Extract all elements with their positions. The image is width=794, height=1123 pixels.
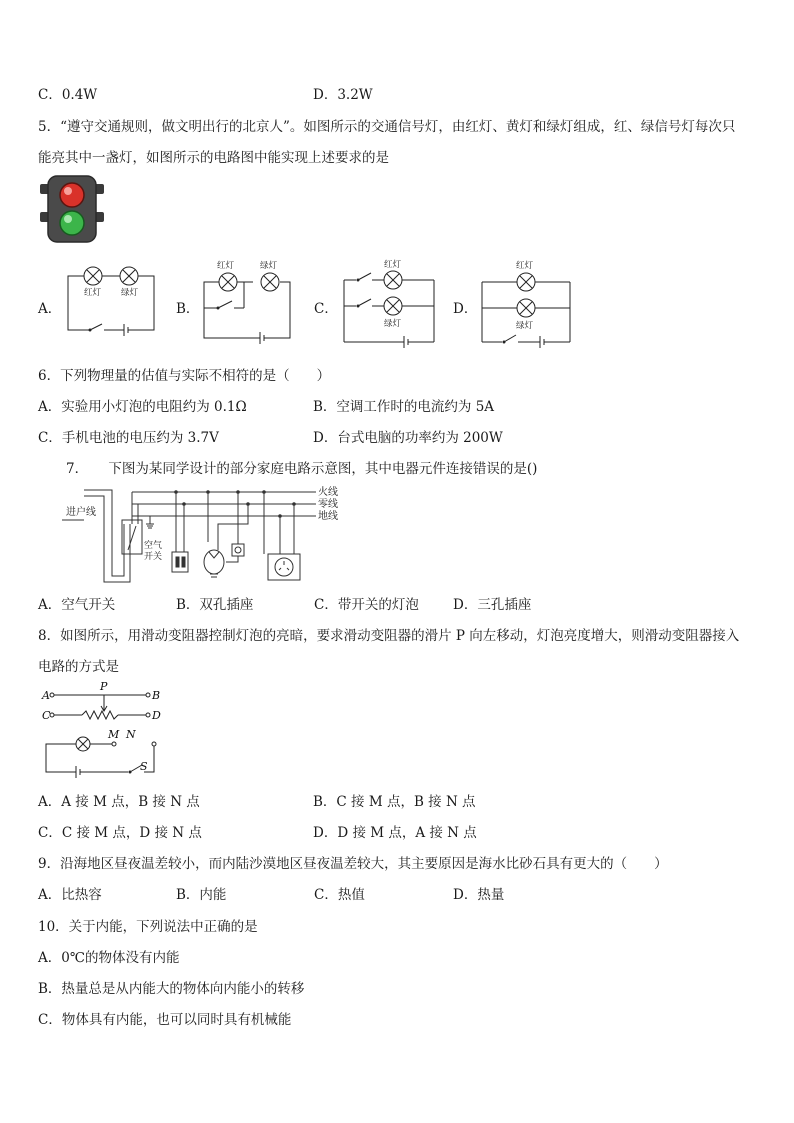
- diagram-live-label: 火线: [318, 487, 338, 498]
- circuit-a: [60, 262, 160, 334]
- rheostat-terminal-c: C: [42, 709, 51, 722]
- lamp-circuit-s: S: [140, 760, 148, 773]
- q7-option-b: B．双孔插座: [176, 597, 254, 613]
- lamp-circuit-m: M: [108, 728, 120, 741]
- rheostat-diagram: [40, 680, 170, 724]
- q8-option-d: D．D 接 M 点，A 接 N 点: [313, 825, 477, 841]
- rheostat-slider-p: P: [100, 680, 108, 693]
- q4-option-c: C．0.4W: [38, 87, 98, 103]
- rheostat-terminal-d: D: [152, 709, 161, 722]
- circuit-d: [476, 258, 576, 350]
- q8-option-b: B．C 接 M 点，B 接 N 点: [313, 794, 476, 810]
- q9-option-d: D．热量: [453, 887, 505, 903]
- q10-option-b: B．热量总是从内能大的物体向内能小的转移: [38, 981, 305, 997]
- circuit-b-green-label: 绿灯: [260, 261, 278, 271]
- q6-stem: 6．下列物理量的估值与实际不相符的是（ ）: [38, 368, 331, 384]
- q10-option-c: C．物体具有内能，也可以同时具有机械能: [38, 1012, 292, 1028]
- q10-stem: 10．关于内能，下列说法中正确的是: [38, 919, 258, 935]
- diagram-breaker-label-2: 开关: [144, 552, 163, 562]
- q5-option-b-letter: B．: [176, 301, 200, 317]
- circuit-b-red-label: 红灯: [217, 261, 235, 271]
- traffic-light-image: [40, 176, 104, 242]
- q9-stem: 9．沿海地区昼夜温差较小，而内陆沙漠地区昼夜温差较大，其主要原因是海水比砂石具有更大的（ ）: [38, 856, 668, 872]
- q8-stem-line1: 8．如图所示，用滑动变阻器控制灯泡的亮暗，要求滑动变阻器的滑片 P 向左移动，灯泡亮度增大，则滑动变阻器接入: [38, 628, 740, 644]
- q5-option-d-letter: D．: [453, 301, 478, 317]
- q7-option-a: A．空气开关: [38, 597, 116, 613]
- rheostat-terminal-a: A: [42, 689, 50, 702]
- lamp-circuit-diagram: [40, 728, 170, 780]
- diagram-incoming-label: 进户线: [66, 507, 96, 518]
- rheostat-terminal-b: B: [152, 689, 161, 702]
- q6-option-d: D．台式电脑的功率约为 200W: [313, 430, 503, 446]
- q8-stem-line2: 电路的方式是: [38, 659, 119, 675]
- circuit-a-red-label: 红灯: [84, 288, 102, 298]
- q5-option-c-letter: C．: [314, 301, 338, 317]
- circuit-d-green-label: 绿灯: [516, 321, 534, 331]
- q5-option-a-letter: A．: [38, 301, 62, 317]
- household-circuit-diagram: [62, 482, 352, 588]
- circuit-c-green-label: 绿灯: [384, 319, 402, 329]
- q7-option-d: D．三孔插座: [453, 597, 532, 613]
- diagram-breaker-label-1: 空气: [144, 541, 163, 551]
- q9-option-c: C．热值: [314, 887, 365, 903]
- circuit-d-red-label: 红灯: [516, 261, 534, 271]
- circuit-b: [196, 258, 296, 344]
- q6-option-a: A．实验用小灯泡的电阻约为 0.1Ω: [38, 399, 247, 415]
- q9-option-a: A．比热容: [38, 887, 102, 903]
- q10-option-a: A．0℃的物体没有内能: [38, 950, 180, 966]
- q8-option-c: C．C 接 M 点，D 接 N 点: [38, 825, 202, 841]
- q6-option-c: C．手机电池的电压约为 3.7V: [38, 430, 219, 446]
- q5-stem-line2: 能亮其中一盏灯，如图所示的电路图中能实现上述要求的是: [38, 150, 389, 166]
- lamp-circuit-n: N: [126, 728, 136, 741]
- q7-option-c: C．带开关的灯泡: [314, 597, 419, 613]
- q8-option-a: A．A 接 M 点，B 接 N 点: [38, 794, 200, 810]
- q6-option-b: B．空调工作时的电流约为 5A: [313, 399, 495, 415]
- q9-option-b: B．内能: [176, 887, 227, 903]
- diagram-ground-label: 地线: [318, 511, 338, 522]
- circuit-a-green-label: 绿灯: [121, 288, 139, 298]
- diagram-neutral-label: 零线: [318, 499, 338, 510]
- circuit-c-red-label: 红灯: [384, 260, 402, 270]
- circuit-c: [338, 258, 438, 348]
- q7-stem: 7． 下图为某同学设计的部分家庭电路示意图，其中电器元件连接错误的是(): [66, 461, 538, 477]
- q5-stem-line1: 5．“遵守交通规则，做文明出行的北京人”。如图所示的交通信号灯，由红灯、黄灯和绿灯组成，红、绿信号灯每次只: [38, 119, 736, 135]
- q4-option-d: D．3.2W: [313, 87, 373, 103]
